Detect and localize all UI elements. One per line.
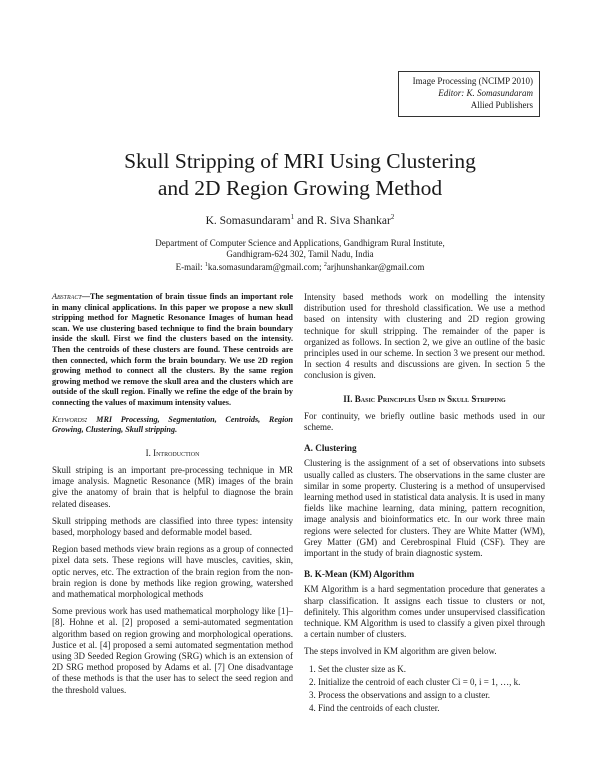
basic-principles-paragraph: For continuity, we briefly outline basic methods used in our scheme. — [304, 410, 545, 433]
clustering-paragraph: Clustering is the assignment of a set of observations into subsets usually called as clusters. The observations in the same cluster are similar in some property. Clustering is a method of unsupervised learning method used in statistical data analysis. It is used in many fields like machine learning, data mining, pattern recognition, image analysis and bioinformatics etc. In our work three main regions were selected for clusters. They are White Matter (WM), Grey Matter (GM) and Cerebrospinal Fluid (CSF). They are important in the study of brain diagnostic system. — [304, 458, 545, 559]
title-line-2: and 2D Region Growing Method — [157, 176, 443, 200]
section-heading-introduction: I. Introduction — [145, 447, 200, 458]
email-2: arjhunshankar@gmail.com — [326, 262, 425, 272]
author-2-mark: 2 — [390, 213, 395, 221]
abstract-text: —The segmentation of brain tissue finds an important role in many clinical applications. In this paper we propose a new skull stripping method for Magnetic Resonance Images of human head scan. We use clustering based technique to find the brain boundary inside the skull. First we find the clusters based on the intensity. Then the centroids of these clusters are found. These centroids are then connected, which form the brain boundary. We use 2D region growing method to connect all the clusters. By the same region growing method we remove the skull area and the clusters which are outside of the skull region. Finally we refine the edge of the brain by connecting the values of maximum intensity values. — [52, 292, 293, 407]
keywords-label: Keywords — [52, 414, 85, 424]
list-item: 3. Process the observations and assign to a cluster. — [318, 690, 545, 701]
intro-paragraph-1: Skull striping is an important pre-processing technique in MR image analysis. Magnetic Resonance (MR) images of the brain give the anatomy of brain that is helpful to diagnose the brain related diseases. — [52, 464, 293, 509]
author-1-mark: 1 — [290, 213, 295, 221]
affiliation-block — [0, 238, 600, 273]
kmean-steps-list — [304, 664, 545, 715]
right-column — [304, 292, 545, 717]
author-2: R. Siva Shankar — [316, 214, 391, 227]
list-item: 1. Set the cluster size as K. — [318, 664, 545, 675]
author-connector: and — [294, 214, 317, 227]
section-heading-basic-principles: II. Basic Principles Used in Skull Stripping — [343, 393, 506, 404]
email-1-mark: 1 — [204, 262, 208, 268]
intro-paragraph-3: Region based methods view brain regions as a group of connected pixel data sets. These regions will have muscles, cavities, skin, optic nerves, etc. The extraction of the brain region from the non-brain region is done by methods like region growing, watershed and mathematical morphological methods — [52, 544, 293, 599]
author-1: K. Somasundaram — [205, 214, 291, 227]
abstract-label: Abstract — [52, 292, 82, 301]
kmean-paragraph-1: KM Algorithm is a hard segmentation procedure that generates a sharp classification. It assigns each tissue to clusters or not, definitely. This algorithm comes under unsupervised classification technique. KM Algorithm is used to classify a given pixel through a certain number of clusters. — [304, 584, 545, 640]
subsection-heading-kmean: B. K-Mean (KM) Algorithm — [304, 569, 415, 580]
publication-publisher: Allied Publishers — [470, 100, 533, 110]
kmean-paragraph-2: The steps involved in KM algorithm are given below. — [304, 646, 497, 657]
keywords-text: : MRI Processing, Segmentation, Centroids, Region Growing, Clustering, Skull stripping. — [52, 414, 293, 435]
author-line — [0, 213, 600, 227]
affiliation-department: Department of Computer Science and Applications, Gandhigram Rural Institute, — [155, 238, 445, 248]
affiliation-emails — [0, 260, 600, 273]
paper-title — [0, 148, 600, 202]
email-2-mark: 2 — [323, 262, 327, 268]
title-line-1: Skull Stripping of MRI Using Clustering — [124, 149, 476, 173]
email-1: ka.somasundaram@gmail.com; — [207, 262, 324, 272]
subsection-heading-clustering: A. Clustering — [304, 443, 357, 454]
list-item: 4. Find the centroids of each cluster. — [318, 703, 545, 714]
publication-info-box — [398, 71, 540, 117]
left-column — [52, 292, 293, 702]
keywords — [52, 415, 293, 436]
abstract — [52, 292, 293, 409]
email-prefix: E-mail: — [175, 262, 205, 272]
intro-paragraph-2: Skull stripping methods are classified into three types: intensity based, morphology based and deformable model based. — [52, 515, 293, 537]
list-item: 2. Initialize the centroid of each cluster Ci = 0, i = 1, …, k. — [318, 677, 545, 688]
publication-editor: Editor: K. Somasundaram — [438, 88, 533, 98]
intro-paragraph-5: Intensity based methods work on modelling the intensity distribution used for threshold classification. We use a method based on intensity with clustering and 2D region growing technique for skull stripping. The remainder of the paper is organized as follows. In section 2, we give an outline of the basic principles used in our scheme. In section 3 we present our method. In section 4 results and discussions are given. In section 5 the conclusion is given. — [304, 292, 545, 381]
intro-paragraph-4: Some previous work has used mathematical morphology like [1]–[8]. Hohne et al. [2] proposed a semi-automated segmentation algorithm based on region growing and morphological operations. Justice et al. [4] proposed a semi automated segmentation method using 3D Seeded Region Growing (SRG) which is an extension of 2D SRG method proposed by Adams et al. [7] One disadvantage of these methods is that the user has to select the seed region and the threshold values. — [52, 606, 293, 695]
affiliation-address: Gandhigram-624 302, Tamil Nadu, India — [226, 249, 374, 259]
publication-name: Image Processing (NCIMP 2010) — [412, 76, 533, 86]
